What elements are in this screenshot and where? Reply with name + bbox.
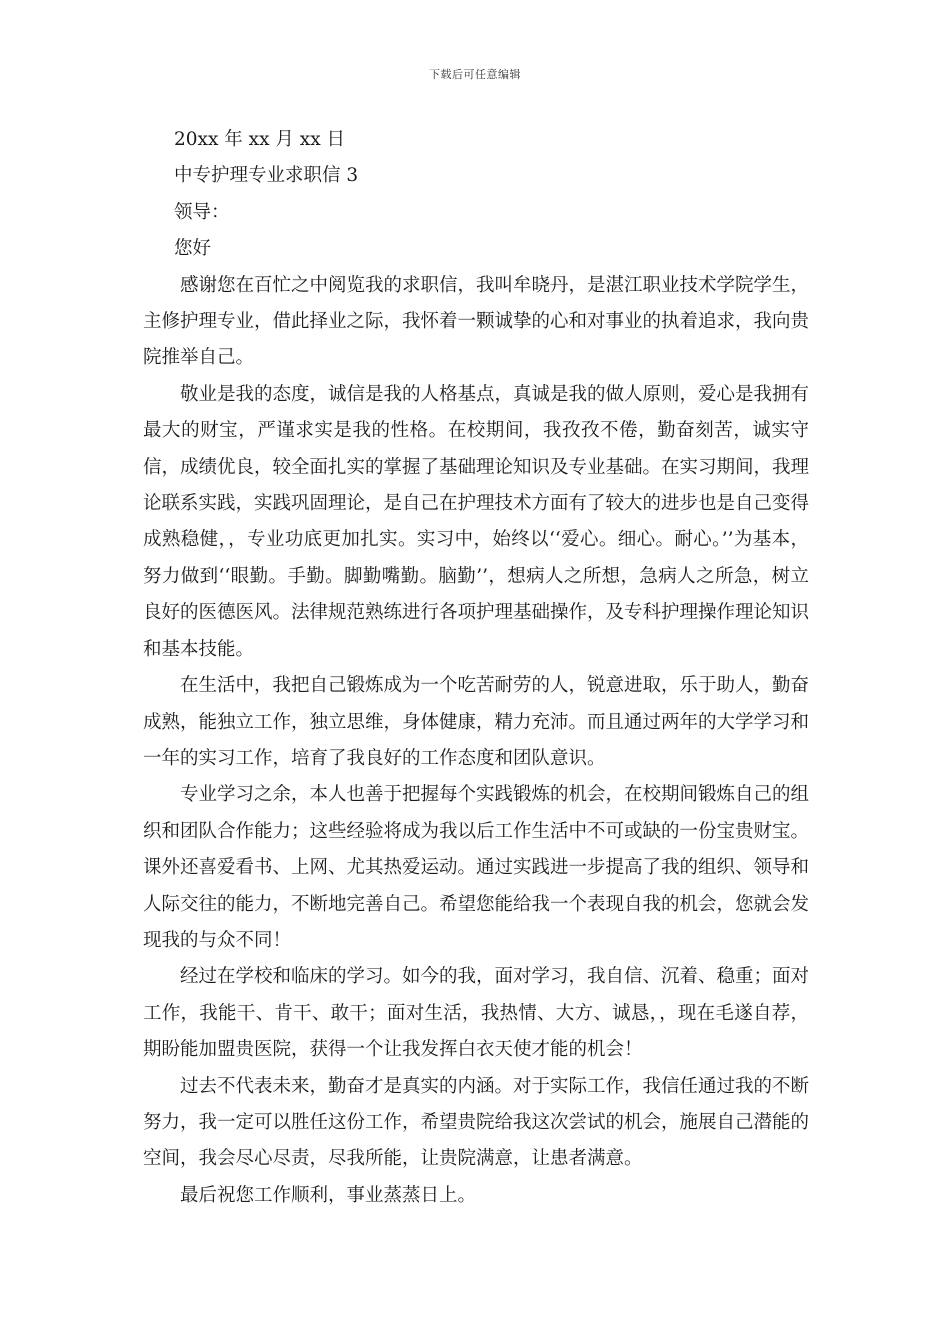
paragraph-intro: 感谢您在百忙之中阅览我的求职信，我叫牟晓丹，是湛江职业技术学院学生，主修护理专业，借此择业之际，我怀着一颗诚挚的心和对事业的执着追求，我向贵院推举自己。 bbox=[143, 274, 810, 369]
paragraph-practice: 专业学习之余，本人也善于把握每个实践锻炼的机会，在校期间锻炼自己的组织和团队合作能力；这些经验将成为我以后工作生活中不可或缺的一份宝贵财宝。课外还喜爱看书、上网、尤其热爱运动。通过实践进一步提高了我的组织、领导和人际交往的能力，不断地完善自己。希望您能给我一个表现自我的机会，您就会发现我的与众不同！ bbox=[143, 784, 810, 951]
salutation: 领导： bbox=[174, 201, 230, 223]
paragraph-future: 过去不代表未来，勤奋才是真实的内涵。对于实际工作，我信任通过我的不断努力，我一定可以胜任这份工作，希望贵院给我这次尝试的机会，施展自己潜能的空间，我会尽心尽责，尽我所能，让贵院满意，让患者满意。 bbox=[143, 1075, 810, 1170]
paragraph-life: 在生活中，我把自己锻炼成为一个吃苦耐劳的人，锐意进取，乐于助人，勤奋成熟，能独立工作，独立思维，身体健康，精力充沛。而且通过两年的大学学习和一年的实习工作，培育了我良好的工作态度和团队意识。 bbox=[143, 675, 810, 769]
paragraph-self: 经过在学校和临床的学习。如今的我，面对学习，我自信、沉着、稳重；面对工作，我能干、肯干、敢干；面对生活，我热情、大方、诚恳，，现在毛遂自荐，期盼能加盟贵医院，获得一个让我发挥白衣天使才能的机会！ bbox=[143, 966, 810, 1061]
letter-title: 中专护理专业求职信 3 bbox=[174, 165, 359, 187]
header-note: 下载后可任意编辑 bbox=[429, 68, 521, 81]
greeting: 您好 bbox=[174, 238, 212, 260]
paragraph-attitude: 敬业是我的态度，诚信是我的人格基点，真诚是我的做人原则，爱心是我拥有最大的财宝，严谨求实是我的性格。在校期间，我孜孜不倦，勤奋刻苦，诚实守信，成绩优良，较全面扎实的掌握了基础理论知识及专业基础。在实习期间，我理论联系实践，实践巩固理论，是自己在护理技术方面有了较大的进步也是自己变得成熟稳健，，专业功底更加扎实。实习中，始终以‘‘爱心。细心。耐心。’’为基本，努力做到‘‘眼勤。手勤。脚勤嘴勤。脑勤’’，想病人之所想，急病人之所急，树立良好的医德医风。法律规范熟练进行各项护理基础操作，及专科护理操作理论知识和基本技能。 bbox=[143, 383, 810, 660]
letter-body bbox=[143, 122, 809, 1214]
paragraph-closing: 最后祝您工作顺利，事业蒸蒸日上。 bbox=[180, 1184, 477, 1206]
date-line: 20xx 年 xx 月 xx 日 bbox=[174, 129, 346, 150]
